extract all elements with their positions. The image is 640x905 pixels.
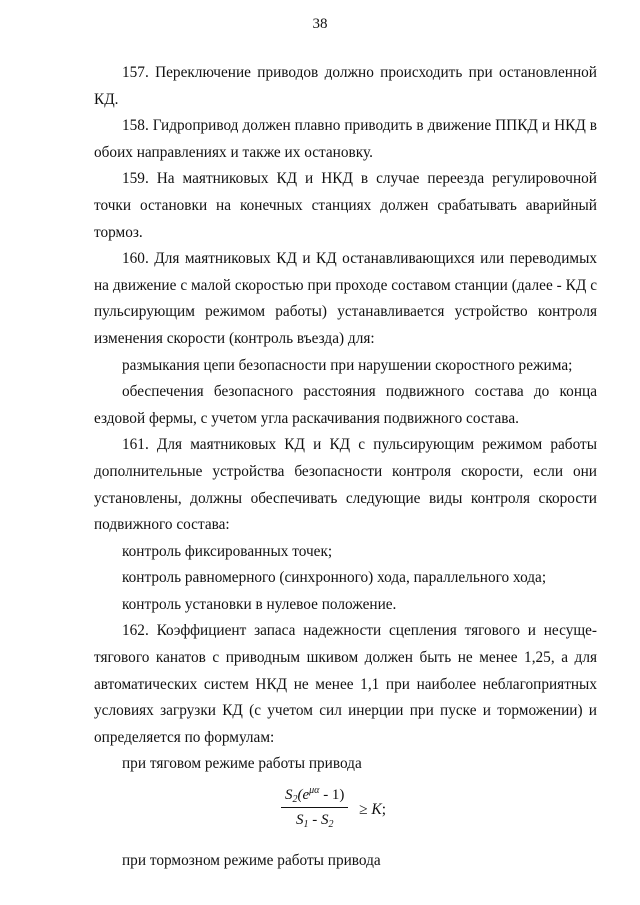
traction-mode-caption: при тяговом режиме работы привода <box>122 755 362 773</box>
braking-mode-caption: при тормозном режиме работы привода <box>122 852 381 870</box>
page-number: 38 <box>312 16 328 32</box>
formula-relation: ≥ K; <box>359 801 387 819</box>
document-body <box>94 60 597 875</box>
paragraph-158: 158. Гидропривод должен плавно приводить в движение ППКД и НКД в обоих направлениях и также их остановку. <box>94 117 597 161</box>
paragraph-157: 157. Переключение приводов должно происходить при остановленной КД. <box>94 64 597 108</box>
traction-formula <box>94 780 597 848</box>
list-item-zero-position: контроль установки в нулевое положение. <box>122 595 397 613</box>
formula-numerator: $S_2(e^{\mu\alpha} - 1)$ <box>281 786 348 808</box>
list-item-synchronous-run: контроль равномерного (синхронного) хода, параллельного хода; <box>122 569 547 587</box>
formula-fraction <box>281 786 348 829</box>
paragraph-159: 159. На маятниковых КД и НКД в случае переезда регулировочной точки остановки на конечных станциях должен срабатывать аварийный тормоз. <box>94 170 597 241</box>
list-item-fixed-points: контроль фиксированных точек; <box>122 542 333 560</box>
formula-denominator: $S_1 - S_2$ <box>295 812 334 831</box>
paragraph-162: 162. Коэффициент запаса надежности сцепления тягового и несуще-тягового канатов с приводным шкивом должен быть не менее 1,25, а для автоматических систем НКД не менее 1,1 при наиболее неблагоприятных условиях загрузки КД (с учетом сил инерции при пуске и торможении) и определяется по формулам: <box>94 622 597 746</box>
list-item-safe-distance: обеспечения безопасного расстояния подвижного состава до конца ездовой фермы, с учетом угла раскачивания подвижного состава. <box>94 383 597 427</box>
list-item-speed-violation: размыкания цепи безопасности при нарушении скоростного режима; <box>122 356 573 374</box>
paragraph-160: 160. Для маятниковых КД и КД останавливающихся или переводимых на движение с малой скоростью при проходе составом станции (далее - КД с пульсирующим режимом работы) устанавливается устройство контроля изменения скорости (контроль въезда) для: <box>94 250 597 347</box>
paragraph-161: 161. Для маятниковых КД и КД с пульсирующим режимом работы дополнительные устройства безопасности контроля скорости, если они установлены, должны обеспечивать следующие виды контроля скорости подвижного состава: <box>94 436 597 534</box>
